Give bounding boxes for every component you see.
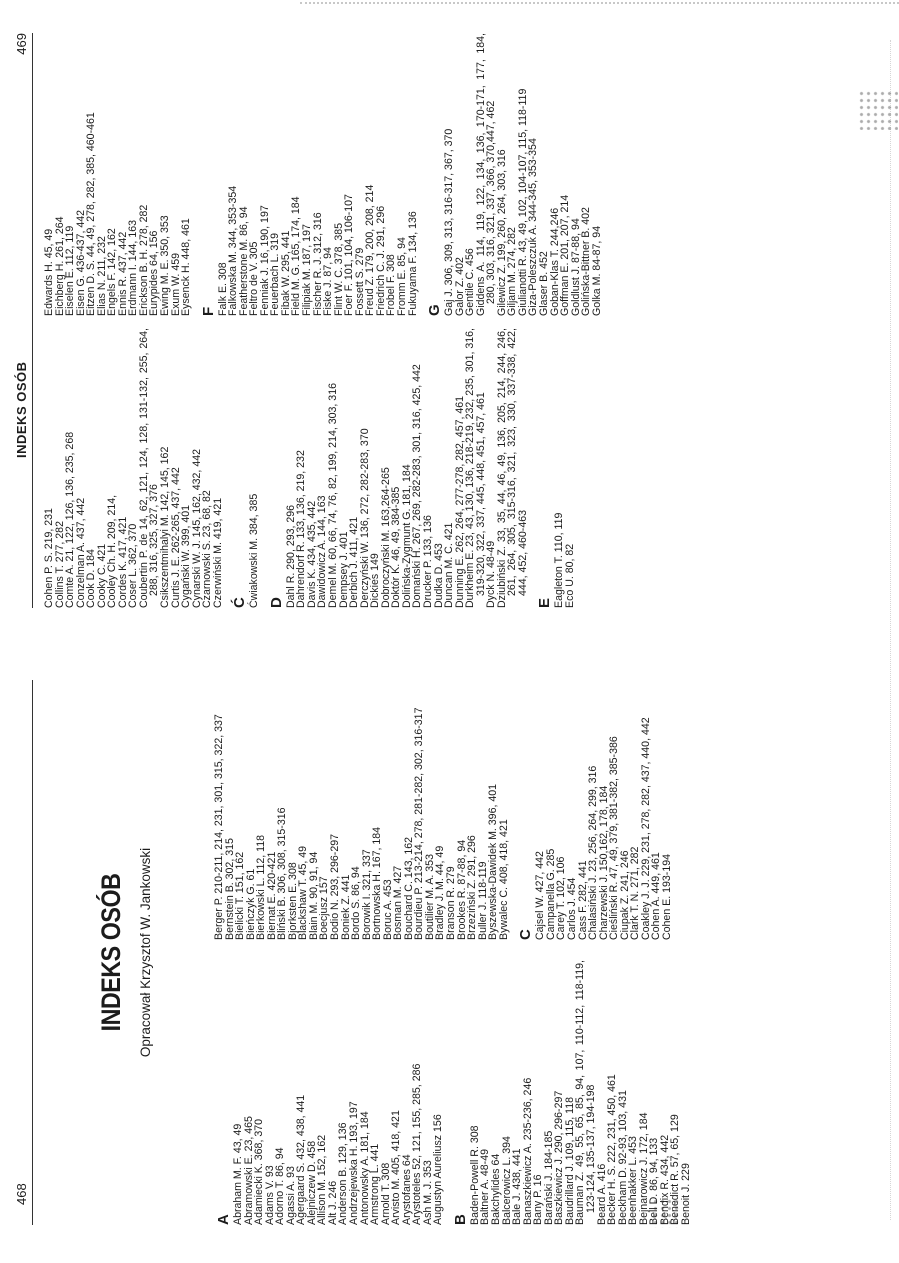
index-entry: Golka M. 84-87, 94 — [590, 225, 603, 316]
index-entry: Csikszentmihalyi M. 142, 145, 162 — [159, 446, 172, 608]
index-column — [214, 960, 691, 1225]
index-entry: Bale J. 438, 441 — [511, 1148, 524, 1225]
index-entry: Biernat E. 420-421 — [265, 851, 278, 940]
index-entry: Ennis R. 437, 442 — [116, 231, 129, 316]
running-head: INDEKS OSÓB — [14, 361, 29, 458]
index-entry: Boutilier M. A. 353 — [423, 854, 436, 940]
index-entry: Agergaard S. 432, 438, 441 — [295, 1094, 308, 1225]
index-entry: Ewing M. E. 350, 353 — [159, 215, 172, 316]
index-entry: Eysenck H. 448, 461 — [180, 218, 193, 316]
index-entry: Baudrillard J. 109, 115, 118 — [563, 1097, 576, 1225]
index-entry: Bliński B. 306, 308, 315-316 — [276, 807, 289, 940]
index-entry: Coser L. 362, 370 — [127, 523, 140, 608]
index-entry: Gilewicz Z. 199, 260, 264, 303, 316 — [495, 149, 508, 316]
index-entry: Bany P. 16 — [532, 1174, 545, 1225]
index-entry: Eichberg H. 261, 264 — [53, 216, 66, 316]
index-entry: Giulianotti R. 43, 49, 102, 104-107, 115, 118-119 — [516, 88, 529, 316]
index-entry: Antonowsky A. 181, 184 — [358, 1111, 371, 1225]
index-entry: Doktór K. 46, 49, 384-385 — [390, 486, 403, 608]
index-entry: Collins T. 277, 282 — [53, 521, 66, 608]
index-entry: Cohen P. S. 219, 231 — [43, 508, 55, 608]
index-entry: Bielicki T. 151, 162 — [234, 851, 247, 940]
index-entry: Fischer R. J. 312, 316 — [311, 212, 324, 316]
index-entry: Cygański W. 399, 401 — [180, 504, 193, 608]
index-entry: Falk E. 308 — [216, 262, 229, 316]
index-entry: Carey T. 102, 106 — [555, 856, 568, 940]
index-entry: Galor Z. 402 — [453, 257, 466, 316]
index-entry: Buller J. 118-119 — [476, 861, 489, 940]
index-entry: Benoit J. 229 — [679, 1163, 692, 1225]
index-entry: Banaszkiewicz A. 235-236, 246 — [521, 1077, 534, 1225]
index-entry: Flint W. C. 378, 385 — [332, 222, 345, 316]
index-entry: Fibak W. 295, 441 — [279, 230, 292, 316]
index-entry: Coubertin P. de 14, 62, 121, 124, 128, 131-132, 255, 264, 288, 316, 325, 327, 376 — [137, 328, 161, 608]
index-entry: Eisen G. 436-437, 442 — [74, 209, 87, 316]
index-entry: Beckham D. 92-93, 103, 431 — [616, 1090, 629, 1225]
index-column — [44, 328, 576, 608]
index-entry: Baltner A. 48-49 — [479, 1149, 492, 1225]
section-letter: B — [451, 1214, 469, 1225]
index-entry: Andrzejewska H. 193, 197 — [348, 1101, 361, 1225]
index-entry: Balcerowicz L. 394 — [500, 1136, 513, 1225]
index-entry: Fromm E. 85, 94 — [395, 237, 408, 316]
index-entry: Abraham M. F. 43, 49 — [232, 1123, 244, 1225]
index-entry: Carlos J. 454 — [565, 877, 578, 940]
index-entry: Comte A. 21, 122, 126, 136, 235, 268 — [64, 431, 77, 608]
index-entry: Dawidowicz A. 144, 163 — [316, 495, 329, 608]
section-letter: D — [267, 597, 285, 608]
index-entry: Ćwiakowski M. 384, 385 — [248, 493, 261, 608]
index-entry: Ciupak Z. 241, 246 — [618, 850, 631, 940]
index-entry: Bieńczyk G. 61 — [244, 868, 257, 940]
index-entry: Glaser B. 452 — [537, 251, 550, 316]
index-entry: Derczyński W. 136, 272, 282-283, 370 — [358, 428, 371, 608]
index-entry: Berger P. 210-211, 214, 231, 301, 315, 322, 337 — [213, 714, 225, 940]
index-entry: Domański H. 267, 269, 282-283, 301, 316, 425, 442 — [411, 364, 424, 608]
index-entry: Durkheim E. 23, 43, 130, 136, 218-219, 232, 235, 301, 316, 319-320, 322, 337, 445, 448, 451, 457, 461 — [464, 328, 487, 608]
index-entry: Goffman E. 201, 207, 214 — [559, 194, 572, 316]
index-entry: Bradley J. M. 44, 49 — [434, 845, 447, 940]
index-entry: Exum W. 459 — [169, 253, 182, 316]
index-entry: Byszewska-Dawidek M. 396, 401 — [487, 783, 500, 940]
index-entry: Charzewski J. 150,162, 178, 184 — [597, 785, 610, 940]
index-entry: Dempsey J. 401 — [337, 531, 350, 608]
index-entry: Cass F. 282, 441 — [576, 860, 589, 940]
index-entry: Cajsel W. 427, 442 — [534, 851, 547, 940]
index-entry: Erdmann I. 144, 163 — [127, 220, 140, 316]
index-entry: Fiske J. 87, 94 — [322, 247, 335, 316]
index-entry: Dolińska-Zygmunt G. 181, 184 — [400, 464, 413, 608]
index-entry: Dunning E. 262, 264, 277-278, 282, 457, 461 — [453, 395, 466, 608]
index-entry: Dahrendorf R. 133, 136, 219, 232 — [295, 450, 308, 608]
index-entry: Dobroczyński M. 163,264-265 — [379, 467, 392, 608]
index-entry: Brzeziński Z. 291, 296 — [466, 835, 479, 940]
header-rule — [32, 680, 33, 1225]
index-entry: Beenhakker L. 453 — [627, 1136, 640, 1225]
page-number: 469 — [14, 33, 29, 55]
index-entry: Cieśliński R. 47, 49, 379, 381-382, 385-386 — [608, 736, 621, 940]
index-entry: Davis K. 434, 435, 442 — [305, 500, 318, 608]
page-number: 468 — [14, 1183, 29, 1205]
index-entry: Bendix R. 434, 442 — [658, 1134, 671, 1225]
index-entry: Abramowski E. 23, 465 — [242, 1116, 255, 1225]
index-entry: Giza-Poleszczuk A. 344-345, 353-354 — [527, 138, 540, 316]
index-entry: Bjorksten E. 308 — [286, 862, 299, 940]
index-entry: Bouchard C. 143, 162 — [402, 836, 415, 940]
index-entry: Eiselen E. 112, 119 — [64, 225, 77, 316]
index-entry: Becker H. S. 222, 231, 450, 461 — [606, 1074, 619, 1225]
index-entry: Falkowska M. 344, 353-354 — [227, 185, 240, 316]
index-entry: Fossett S. 279 — [353, 247, 366, 316]
index-entry: Edwards H. 45, 49 — [43, 228, 55, 316]
index-entry: Duncan M. C. 421 — [443, 522, 456, 608]
index-entry: Augustyn Aureliusz 156 — [432, 1114, 445, 1225]
section-letter: E — [536, 597, 554, 608]
index-entry: Field M. G. 165, 174, 184 — [290, 196, 303, 316]
index-entry: Beard A. 416 — [595, 1163, 608, 1225]
index-entry: Bakchylides 64 — [490, 1153, 503, 1225]
section-letter: F — [199, 306, 217, 316]
index-entry: Dahl R. 290, 293, 296 — [284, 504, 297, 608]
index-entry: Czerwiński M. 419, 421 — [211, 497, 224, 608]
index-entry: Armstrong L. 441 — [369, 1143, 382, 1225]
index-entry: Alt J. 246 — [326, 1180, 339, 1225]
index-entry: Demel M. 60, 66, 74, 76, 82, 199, 214, 303, 316 — [327, 383, 340, 608]
index-entry: Curtis J. E. 262-265, 437, 442 — [169, 467, 182, 608]
index-entry: Feuerbach L. 319 — [269, 232, 282, 316]
index-entry: Clark T. N. 271, 282 — [629, 846, 642, 940]
author-credit: Opracował Krzysztof W. Jankowski — [138, 847, 153, 1058]
index-entry: Adorno T. 86, 94 — [274, 1147, 287, 1225]
index-column — [214, 680, 672, 940]
index-entry: Brookes R. 87-88, 94 — [455, 839, 468, 940]
index-entry: Cynarski W. J. 145, 162, 432, 442 — [190, 449, 203, 608]
index-entry: Borowik I. 321, 337 — [360, 849, 373, 940]
index-entry: Eagleton T. 110, 119 — [553, 512, 566, 608]
index-entry: Cooley Ch. H. 209, 214, — [106, 494, 119, 608]
index-entry: Golińska-Bittner B. 402 — [580, 207, 593, 316]
index-entry: Coakley J. J. 229, 231, 278, 282, 437, 440, 442 — [639, 717, 652, 940]
index-entry: Eurypides 64, 156 — [148, 230, 161, 316]
index-entry: Cook D. 184 — [85, 549, 98, 608]
index-entry: Eco U. 80, 82 — [563, 543, 576, 608]
index-entry: Barański J. 184-185 — [542, 1130, 555, 1225]
index-entry: Dudka D. 453 — [432, 543, 445, 608]
index-entry: Dyck N. 48-49 — [485, 540, 498, 608]
index-entry: Friedrich C. J. 291, 296 — [374, 205, 387, 316]
index-entry: Bywalec C. 408, 418, 421 — [497, 819, 510, 940]
index-entry: Drucker P. 133, 136 — [421, 515, 434, 608]
index-entry: Allison M. 152, 162 — [316, 1134, 329, 1225]
index-entry: Bodio N. 293, 296-297 — [329, 833, 342, 940]
index-entry: Ash M. J. 353 — [421, 1160, 434, 1225]
index-entry: Bierkowski L. 112, 118 — [255, 834, 268, 940]
page-title: INDEKS OSÓB — [96, 873, 126, 1032]
index-entry: Frobel F. 308 — [385, 254, 398, 316]
index-entry: Bosman M. 427 — [392, 865, 405, 940]
index-entry: Bortnowska H. 167, 184 — [371, 826, 384, 940]
index-entry: Gentile C. 456 — [464, 248, 477, 316]
index-entry: Arvisto M. 405, 418, 421 — [390, 1110, 403, 1225]
section-letter: C — [517, 929, 535, 940]
index-entry: Baden-Powell R. 308 — [468, 1125, 481, 1225]
index-entry: Arystoteles 52, 121, 155, 285, 286 — [411, 1063, 424, 1225]
index-entry: Adamiecki K. 368, 370 — [253, 1119, 266, 1225]
header-rule — [32, 33, 33, 608]
index-entry: Gaj J. 306, 309, 313, 316-317, 367, 370 — [443, 128, 456, 316]
index-entry: Giljam M. 274, 282 — [506, 227, 519, 316]
index-entry: Boecjusz 157 — [318, 876, 331, 940]
index-entry: Bernstein B. 302, 315 — [223, 838, 236, 940]
index-entry: Blain M. 90, 91, 94 — [307, 851, 320, 940]
index-entry: Dickies 149 — [369, 553, 382, 608]
index-entry: Agassi A. 93 — [284, 1166, 297, 1225]
left-page — [0, 680, 899, 1225]
index-entry: Foer F. 101, 104, 106-107 — [343, 194, 356, 316]
index-entry: Bauman Z. 49, 55, 65, 85, 94, 107, 110-112, 118-119, 123-124, 135-137, 194-198 — [574, 960, 597, 1225]
index-entry: Cohen A. 449, 461 — [650, 852, 663, 940]
index-entry: Cordes K. 417, 421 — [116, 516, 129, 608]
index-entry: Bejnarowicz J. 172, 184 — [637, 1112, 650, 1225]
index-entry: Filipiak M. 187, 197 — [301, 224, 314, 316]
index-entry: Freud Z. 179, 200, 208, 214 — [364, 184, 377, 316]
index-entry: Feltro de V. 305 — [248, 241, 261, 316]
index-entry: Dziubiński Z. 33, 35, 44, 46, 49, 136, 205, 214, 244, 246, 261, 264, 305, 315-316, 321, 323, 330, 337-338, 422, 444, 452, 460-463 — [495, 328, 529, 608]
index-entry: Bordo S. 86, 94 — [350, 866, 363, 940]
index-entry: Benedict R. 57, 65, 129 — [669, 1114, 682, 1225]
right-page — [0, 33, 899, 608]
index-entry: Featherstone M. 86, 94 — [237, 206, 250, 316]
index-entry: Goban-Klas T. 244,246 — [548, 207, 561, 316]
index-entry: Alejniczew D. 458 — [305, 1140, 318, 1225]
index-entry: Goldlust J. 87-88, 94 — [569, 218, 582, 316]
section-letter: Ć — [231, 597, 249, 608]
index-entry: Giddens A. 114, 119, 122, 134, 136, 170-171, 177, 184, 280, 303, 316, 321, 337, 366, 370,447, 462 — [474, 33, 498, 316]
index-entry: Adams V. 93 — [263, 1165, 276, 1225]
index-entry: Elias N. 211, 232 — [95, 236, 108, 316]
index-entry: Conzelman A. 437, 442 — [74, 497, 87, 608]
index-entry: Fukuyama F. 134, 136 — [406, 211, 419, 316]
index-entry: Blackshaw T. 45, 49 — [297, 845, 310, 940]
index-entry: Arnold T. 308 — [379, 1162, 392, 1225]
index-entry: Eitzen D. S. 44, 49, 278, 282, 385, 460-461 — [85, 112, 98, 316]
index-entry: Campanella G. 285 — [544, 848, 557, 940]
section-letter: A — [215, 1214, 232, 1225]
index-entry: Cohen E. 193-194 — [660, 854, 673, 940]
section-letter: G — [426, 304, 444, 316]
index-entry: Branson R. 279 — [445, 866, 458, 940]
index-entry: Derbich J. 411, 421 — [348, 516, 361, 608]
index-entry: Cooky C. 421 — [95, 543, 108, 608]
index-entry: Fenniak J. 16, 190, 197 — [258, 205, 271, 316]
index-entry: Boruc A. 453 — [381, 879, 394, 940]
index-entry: Engels F. 142, 162 — [106, 228, 119, 316]
index-column — [44, 33, 602, 316]
index-entry: Chalasiński J. 23, 256, 264, 299, 316 — [587, 765, 600, 940]
index-entry: Baszkiewicz J. 290, 296-297 — [553, 1090, 566, 1225]
index-entry: Bell D. 86, 94, 133 — [648, 1137, 661, 1225]
index-entry: Bourdieu P. 213-214, 278, 281-282, 302, 316-317 — [413, 707, 426, 940]
index-entry: Arystofanes 64 — [400, 1154, 413, 1225]
index-entry: Czarnowski S. 23, 68, 82 — [201, 490, 214, 608]
index-entry: Boniek Z. 441 — [339, 874, 352, 940]
index-entry: Anderson B. 129, 136 — [337, 1122, 350, 1225]
index-entry: Erickson B. H. 278, 282 — [137, 204, 150, 316]
